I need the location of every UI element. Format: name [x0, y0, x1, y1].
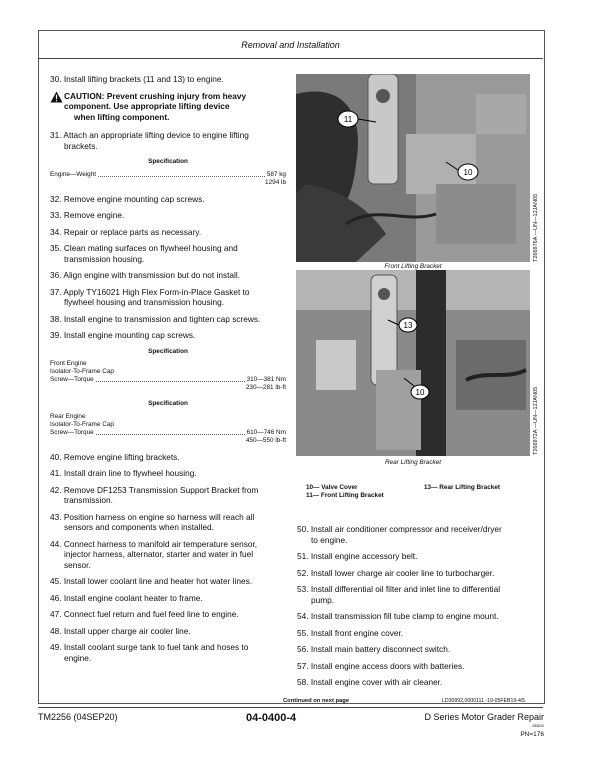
step-text-cont: brackets. [64, 140, 98, 151]
step-42 [50, 485, 286, 506]
step-text: Clean mating surfaces on flywheel housing and [63, 243, 238, 253]
step-text: Install air conditioner compressor and receiver/dryer [310, 524, 502, 534]
step-number: 35. [50, 243, 62, 253]
spec-value: 310—381 Nm [246, 376, 286, 383]
spec-value-alt: 450—550 lb-ft [245, 436, 286, 444]
manual-number: TM2256 (04SEP20) [38, 712, 118, 722]
step-number: 34. [50, 226, 62, 237]
step-text: Install lifting brackets (11 and 13) to engine. [63, 74, 224, 84]
step-text: Remove engine lifting brackets. [63, 451, 180, 462]
callout-11: 11 [343, 115, 353, 124]
spec-label: Isolator-To-Frame Cap [50, 368, 114, 375]
spec-value: 587 kg [266, 170, 286, 178]
step-number: 44. [50, 538, 62, 549]
spec-front-isolator [50, 347, 286, 393]
step-37 [50, 287, 286, 308]
spec-value-alt: 1294 lb [265, 178, 286, 186]
callout-13: 13 [403, 321, 413, 330]
step-43 [50, 512, 286, 533]
step-45 [50, 576, 286, 587]
step-text-cont: sensors and components when installed. [64, 522, 214, 532]
step-41 [50, 468, 286, 479]
spec-heading: Specification [148, 158, 188, 165]
front-lifting-bracket-photo [296, 74, 530, 262]
step-number: 37. [50, 286, 62, 297]
callout-10: 10 [415, 388, 425, 397]
step-text: Remove DF1253 Transmission Support Bracket from [63, 484, 259, 495]
step-text: Install front engine cover. [310, 627, 404, 638]
rear-lifting-bracket-photo [296, 270, 530, 456]
step-30 [50, 74, 286, 85]
step-text: Apply TY16021 High Flex Form-in-Place Gasket to [63, 286, 250, 297]
step-text: Install upper charge air cooler line. [63, 625, 191, 636]
legend-item-11: 11— Front Lifting Bracket [306, 492, 384, 499]
figure-id-front: T266976A —UN—12JAN05 [533, 193, 539, 262]
step-text: Remove engine mounting cap screws. [63, 193, 205, 204]
step-number: 43. [50, 511, 62, 522]
legend-right [424, 484, 500, 492]
step-number: 53. [297, 584, 309, 594]
step-number: 51. [297, 551, 309, 561]
step-49 [50, 642, 286, 663]
pn-number: PN=176 [520, 731, 544, 738]
step-text: Repair or replace parts as necessary. [63, 226, 202, 237]
step-number: 50. [297, 524, 309, 534]
step-text: Install engine cover with air cleaner. [310, 677, 443, 687]
revision-code: 060620 [532, 724, 544, 728]
step-text-cont: pump. [311, 594, 335, 605]
step-text: Align engine with transmission but do not install. [63, 270, 241, 280]
step-number: 54. [297, 611, 309, 621]
step-40 [50, 452, 286, 463]
right-column [297, 524, 537, 694]
leader-dots [96, 376, 245, 382]
step-number: 36. [50, 270, 62, 280]
legend-item-10: 10— Valve Cover [306, 484, 358, 491]
spec-label: Isolator-To-Frame Cap [50, 420, 114, 428]
step-text: Install engine accessory belt. [310, 551, 418, 561]
spec-value-alt: 230—281 lb-ft [245, 384, 286, 391]
step-38 [50, 314, 286, 325]
spec-value: 610—746 Nm [246, 428, 286, 436]
callout-10: 10 [463, 168, 473, 177]
spec-label: Front Engine [50, 360, 87, 367]
step-46 [50, 593, 286, 604]
step-number: 52. [297, 567, 309, 578]
step-text: Install coolant surge tank to fuel tank and hoses to [63, 642, 249, 652]
step-number: 40. [50, 451, 62, 462]
step-number: 46. [50, 592, 62, 603]
figure-caption-front: Front Lifting Bracket [384, 263, 442, 270]
step-number: 42. [50, 484, 62, 495]
spec-label: Screw—Torque [50, 376, 94, 383]
step-text: Install lower coolant line and heater hot water lines. [63, 576, 253, 586]
spec-label: Screw—Torque [50, 428, 94, 436]
step-51 [297, 551, 537, 562]
spec-label: Engine—Weight [50, 170, 97, 178]
figure-caption-rear: Rear Lifting Bracket [384, 459, 442, 466]
step-text: Attach an appropriate lifting device to engine lifting [63, 130, 249, 140]
spec-heading: Specification [148, 347, 188, 355]
step-text: Remove engine. [63, 210, 125, 220]
step-47 [50, 609, 286, 620]
step-44 [50, 539, 286, 571]
step-35 [50, 243, 286, 264]
figure-id-rear: T266972A —UN—12JAN05 [533, 386, 539, 455]
legend-left [306, 484, 384, 500]
step-57 [297, 661, 537, 672]
caution-line-3: when lifting component. [74, 111, 170, 122]
step-text: Install engine coolant heater to frame. [63, 592, 203, 603]
step-number: 45. [50, 576, 62, 586]
page-number: 04-0400-4 [246, 712, 297, 724]
step-text: Install engine to transmission and tighten cap screws. [63, 313, 261, 324]
step-55 [297, 628, 537, 639]
spec-heading: Specification [148, 400, 188, 407]
document-id: LD30992,0000111 -19-05FEB19-4/5 [442, 698, 526, 704]
footer-divider [38, 707, 543, 708]
step-number: 32. [50, 193, 62, 204]
step-number: 38. [50, 313, 62, 324]
step-33 [50, 210, 286, 221]
step-48 [50, 626, 286, 637]
step-text: Install engine mounting cap screws. [63, 330, 196, 340]
caution-line-1: CAUTION: Prevent crushing injury from heavy [64, 90, 247, 101]
step-number: 47. [50, 609, 62, 619]
section-title: Removal and Installation [241, 40, 340, 50]
step-53 [297, 584, 537, 605]
left-column [50, 74, 286, 669]
continued-note: Continued on next page [283, 698, 350, 704]
step-54 [297, 611, 537, 622]
step-text: Install main battery disconnect switch. [310, 644, 451, 654]
step-58 [297, 677, 537, 688]
step-text: Position harness on engine so harness will reach all [63, 511, 255, 522]
warning-icon [50, 91, 64, 123]
step-number: 33. [50, 210, 62, 220]
spec-engine-weight [50, 157, 286, 187]
step-text: Connect fuel return and fuel feed line to engine. [63, 609, 239, 619]
step-number: 31. [50, 130, 62, 140]
step-32 [50, 194, 286, 205]
step-number: 39. [50, 330, 62, 340]
step-number: 56. [297, 644, 309, 654]
caution-line-2: component. Use appropriate lifting device [64, 101, 230, 111]
step-34 [50, 227, 286, 238]
step-text: Install engine access doors with batteries. [310, 660, 465, 671]
step-52 [297, 568, 537, 579]
step-text-cont: to engine. [311, 534, 348, 545]
step-36 [50, 270, 286, 281]
leader-dots [98, 171, 265, 177]
step-number: 48. [50, 625, 62, 636]
step-text-cont: sensor. [64, 559, 91, 570]
step-number: 57. [297, 660, 309, 671]
step-text: Install lower charge air cooler line to turbocharger. [310, 567, 495, 578]
step-39 [50, 330, 286, 341]
step-number: 58. [297, 677, 309, 687]
spec-rear-isolator [50, 399, 286, 445]
header-divider [38, 58, 543, 59]
step-text-cont: injector harness, alternator, starter and water in fuel [64, 549, 254, 559]
step-text: Connect harness to manifold air temperature sensor, [63, 538, 258, 549]
step-number: 49. [50, 642, 62, 652]
step-text-cont: transmission housing. [64, 253, 145, 264]
step-number: 30. [50, 74, 62, 84]
spec-label: Rear Engine [50, 412, 86, 420]
step-text: Install transmission fill tube clamp to engine mount. [310, 611, 499, 621]
step-number: 55. [297, 627, 309, 638]
legend-item-13: 13— Rear Lifting Bracket [424, 484, 501, 491]
step-56 [297, 644, 537, 655]
step-text-cont: engine. [64, 652, 92, 663]
leader-dots [96, 429, 245, 435]
manual-title: D Series Motor Grader Repair [424, 712, 544, 722]
step-text-cont: flywheel housing and transmission housing. [64, 297, 225, 307]
caution-block [50, 91, 286, 123]
step-31 [50, 130, 286, 151]
step-number: 41. [50, 468, 62, 478]
step-text: Install differential oil filter and inlet line to differential [310, 584, 501, 594]
step-text-cont: transmission. [64, 495, 113, 505]
step-50 [297, 524, 537, 545]
step-text: Install drain line to flywheel housing. [63, 468, 197, 478]
